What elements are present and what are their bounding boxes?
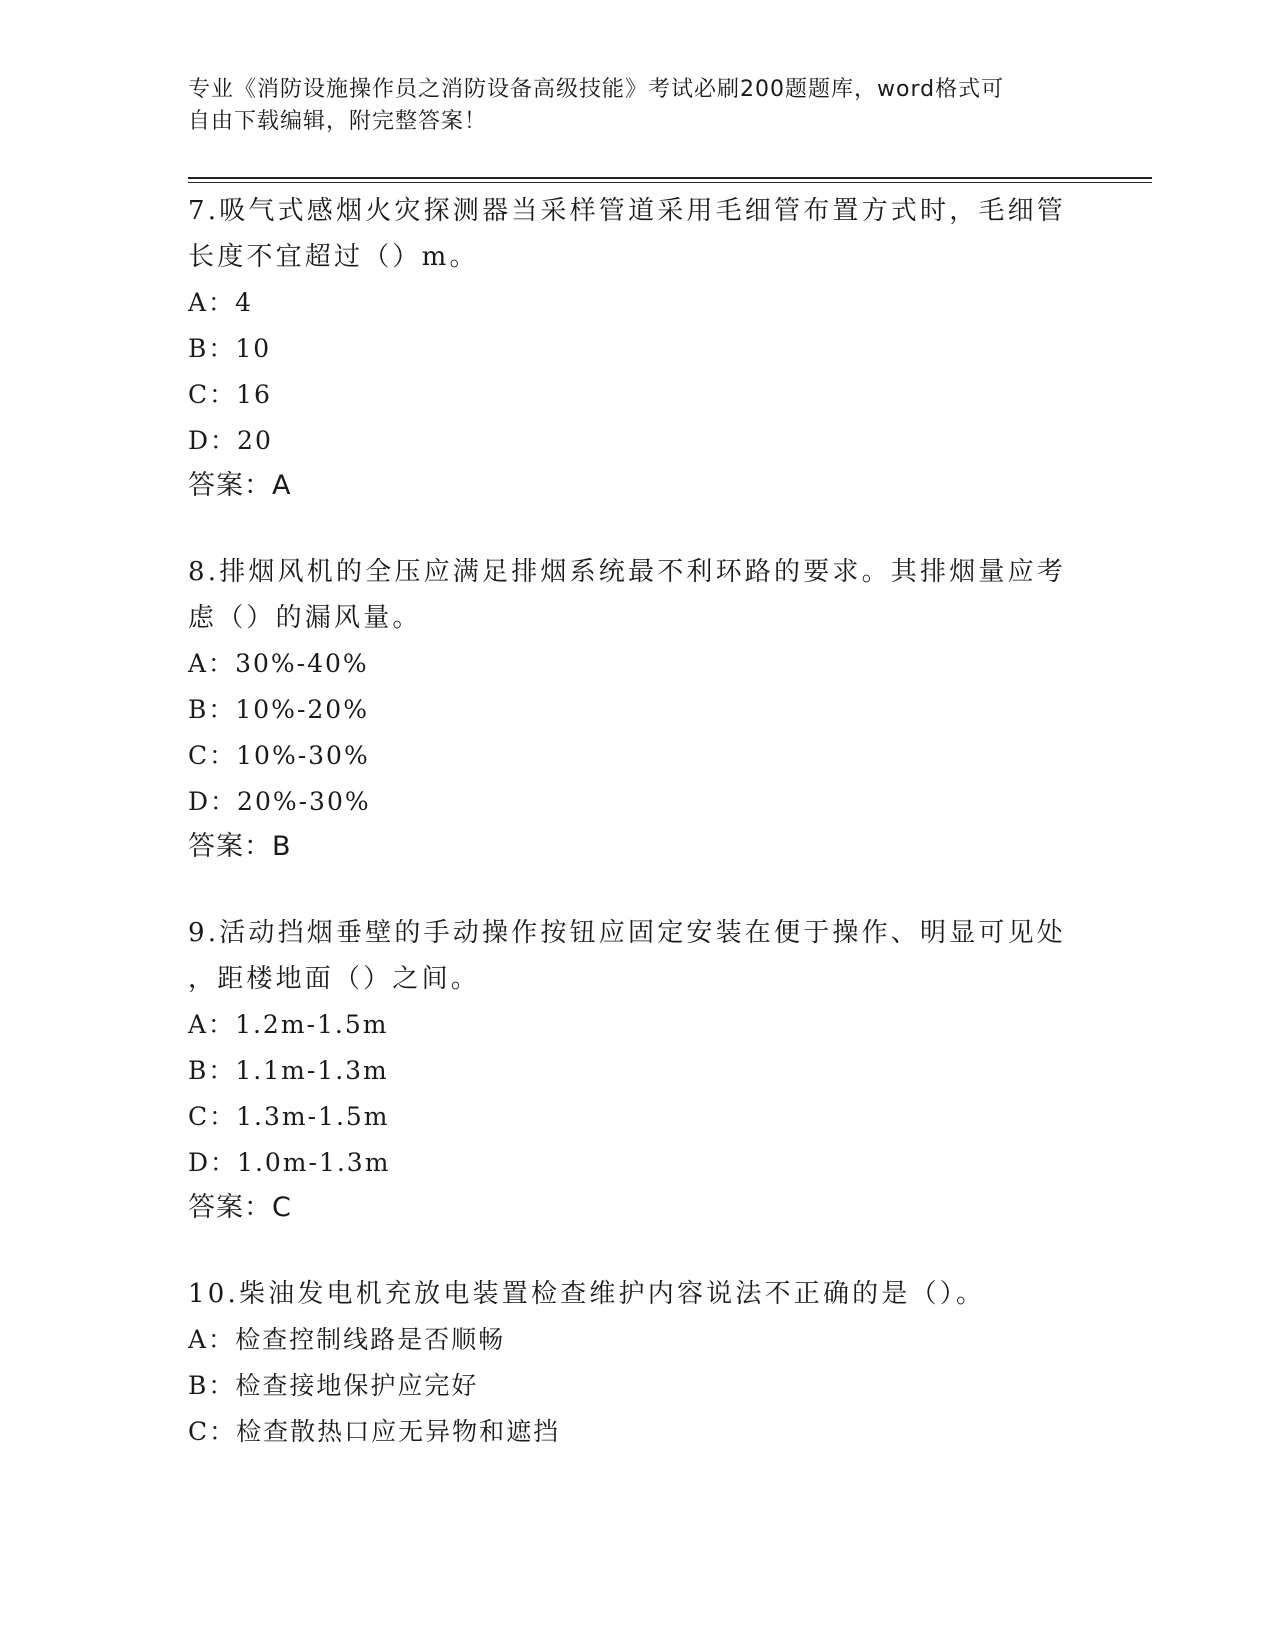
option-a <box>188 1317 1068 1363</box>
option-key: B： <box>188 695 236 724</box>
question-list <box>188 188 1068 1496</box>
option-key: B： <box>188 1371 236 1400</box>
option-text: 20 <box>237 426 273 455</box>
option-key: A： <box>188 1325 236 1354</box>
question-10 <box>188 1271 1068 1455</box>
question-stem-line: 7.吸气式感烟火灾探测器当采样管道采用毛细管布置方式时，毛细管 <box>188 196 1067 226</box>
question-8 <box>188 549 1068 869</box>
option-text: 20%-30% <box>237 787 371 816</box>
question-7 <box>188 188 1068 508</box>
option-d <box>188 1140 1068 1186</box>
option-text: 检查散热口应无异物和遮挡 <box>236 1417 561 1446</box>
answer: 答案：B <box>188 831 292 862</box>
option-text: 10 <box>235 334 272 363</box>
answer: 答案：C <box>188 1192 292 1223</box>
option-key: B： <box>188 1056 236 1085</box>
question-stem-line: 10.柴油发电机充放电装置检查维护内容说法不正确的是（）。 <box>188 1279 986 1309</box>
option-key: A： <box>188 1010 236 1039</box>
header-line-1: 专业《消防设施操作员之消防设备高级技能》考试必刷200题题库，word格式可 <box>188 77 1005 102</box>
option-text: 1.0m-1.3m <box>237 1148 391 1177</box>
option-b <box>188 687 1068 733</box>
option-text: 1.2m-1.5m <box>235 1010 389 1039</box>
header-divider-thick <box>188 177 1152 179</box>
option-key: C： <box>188 1102 237 1131</box>
header-line-2: 自由下载编辑，附完整答案！ <box>188 109 488 134</box>
option-a <box>188 641 1068 687</box>
option-key: C： <box>188 380 237 409</box>
option-a <box>188 1002 1068 1048</box>
option-c <box>188 1094 1068 1140</box>
option-text: 1.1m-1.3m <box>235 1056 389 1085</box>
question-stem-line: 8.排烟风机的全压应满足排烟系统最不利环路的要求。其排烟量应考 <box>188 557 1067 587</box>
option-key: D： <box>188 787 238 816</box>
question-stem-line: 9.活动挡烟垂壁的手动操作按钮应固定安装在便于操作、明显可见处 <box>188 918 1067 948</box>
option-text: 检查接地保护应完好 <box>235 1371 479 1400</box>
option-b <box>188 326 1068 372</box>
option-text: 1.3m-1.5m <box>236 1102 390 1131</box>
option-text: 10%-20% <box>235 695 369 724</box>
question-9 <box>188 910 1068 1230</box>
option-text: 4 <box>235 288 253 317</box>
question-stem-line: 虑（）的漏风量。 <box>188 603 422 633</box>
option-key: A： <box>188 649 236 678</box>
option-a <box>188 280 1068 326</box>
question-stem-line: 长度不宜超过（）m。 <box>188 242 479 272</box>
option-c <box>188 1409 1068 1455</box>
option-d <box>188 779 1068 825</box>
answer: 答案：A <box>188 470 292 501</box>
option-c <box>188 372 1068 418</box>
option-text: 检查控制线路是否顺畅 <box>235 1325 506 1354</box>
option-text: 10%-30% <box>236 741 370 770</box>
option-text: 16 <box>236 380 272 409</box>
option-b <box>188 1048 1068 1094</box>
option-key: B： <box>188 334 236 363</box>
question-stem-line: ，距楼地面（）之间。 <box>188 964 481 994</box>
option-key: D： <box>188 1148 238 1177</box>
option-key: A： <box>188 288 236 317</box>
option-c <box>188 733 1068 779</box>
header-divider-thin <box>188 182 1152 183</box>
option-key: C： <box>188 1417 237 1446</box>
option-key: D： <box>188 426 238 455</box>
document-header <box>188 74 1068 138</box>
option-d <box>188 418 1068 464</box>
option-b <box>188 1363 1068 1409</box>
option-text: 30%-40% <box>235 649 369 678</box>
option-key: C： <box>188 741 237 770</box>
